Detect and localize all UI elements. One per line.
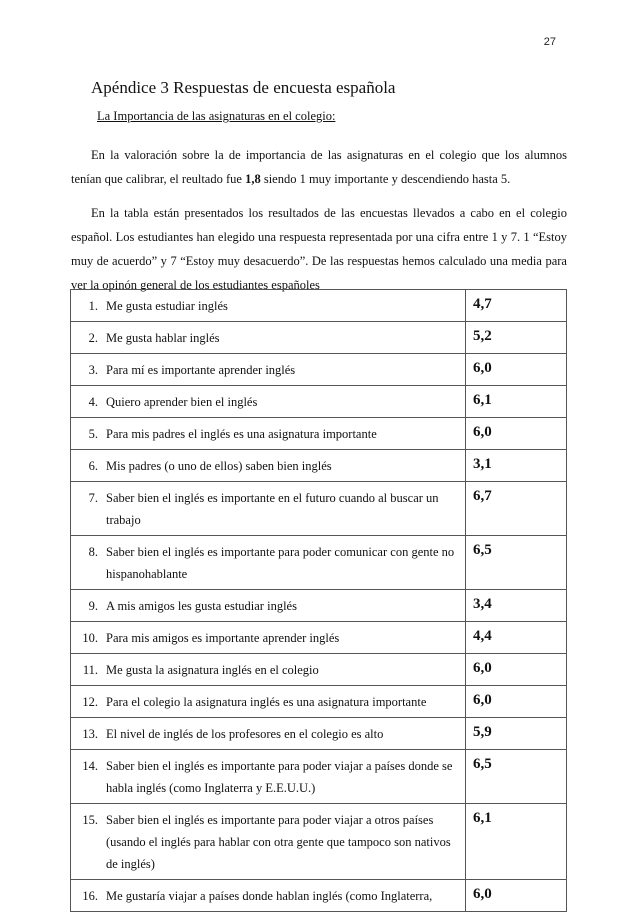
statement-text: Me gusta hablar inglés <box>106 331 220 345</box>
statement-text: Quiero aprender bien el inglés <box>106 395 258 409</box>
table-row <box>71 290 567 322</box>
statement-text: Saber bien el inglés es importante para poder comunicar con gente no hispanohablante <box>106 545 455 581</box>
statement-cell <box>71 750 466 804</box>
statement-text: El nivel de inglés de los profesores en el colegio es alto <box>106 727 384 741</box>
statement-text: A mis amigos les gusta estudiar inglés <box>106 599 297 613</box>
table-row <box>71 418 567 450</box>
statement-text: Me gusta la asignatura inglés en el colegio <box>106 663 319 677</box>
mean-value: 6,5 <box>466 536 567 590</box>
statement-text: Para el colegio la asignatura inglés es una asignatura importante <box>106 695 427 709</box>
statement-text: Saber bien el inglés es importante en el futuro cuando al buscar un trabajo <box>106 491 439 527</box>
method-paragraph: En la tabla están presentados los resultados de las encuestas llevados a cabo en el colegio español. Los estudiantes han elegido una respuesta representada por una cifra entre 1 y 7. 1 “Estoy muy de acuerdo” y 7 “Estoy muy desacuerdo”. De las respuestas hemos calculado una media para ver la opinón general de los estudiantes españoles <box>71 206 567 292</box>
intro-text-start: En la valoración sobre la de importancia de las asignaturas en el colegio que los alumnos tenían que calibrar, el reultado fue <box>71 148 567 186</box>
mean-value: 5,9 <box>466 718 567 750</box>
item-number: 14. <box>82 759 98 773</box>
item-number: 12. <box>82 695 98 709</box>
mean-value: 6,1 <box>466 386 567 418</box>
table-row <box>71 804 567 880</box>
mean-value: 6,0 <box>466 418 567 450</box>
statement-cell <box>71 354 466 386</box>
table-row <box>71 686 567 718</box>
statement-cell <box>71 880 466 912</box>
mean-value: 3,1 <box>466 450 567 482</box>
item-number: 5. <box>88 427 98 441</box>
statement-cell <box>71 804 466 880</box>
table-row <box>71 622 567 654</box>
statement-cell <box>71 686 466 718</box>
mean-value: 6,0 <box>466 654 567 686</box>
statement-cell <box>71 482 466 536</box>
statement-text: Para mis padres el inglés es una asignatura importante <box>106 427 377 441</box>
statement-text: Para mis amigos es importante aprender inglés <box>106 631 340 645</box>
statement-text: Mis padres (o uno de ellos) saben bien inglés <box>106 459 332 473</box>
table-row <box>71 386 567 418</box>
survey-results-table <box>70 289 567 912</box>
statement-cell <box>71 590 466 622</box>
table-row <box>71 654 567 686</box>
mean-value: 3,4 <box>466 590 567 622</box>
statement-cell <box>71 450 466 482</box>
statement-cell <box>71 536 466 590</box>
statement-text: Saber bien el inglés es importante para poder viajar a otros países (usando el inglés para hablar con otra gente que tampoco son nativos de inglés) <box>106 813 451 871</box>
table-row <box>71 482 567 536</box>
statement-text: Saber bien el inglés es importante para poder viajar a países donde se habla inglés (como Inglaterra y E.E.U.U.) <box>106 759 453 795</box>
mean-value: 6,0 <box>466 686 567 718</box>
item-number: 3. <box>88 363 98 377</box>
item-number: 11. <box>82 663 98 677</box>
mean-value: 4,7 <box>466 290 567 322</box>
table-row <box>71 880 567 912</box>
table-row <box>71 322 567 354</box>
item-number: 13. <box>82 727 98 741</box>
statement-cell <box>71 290 466 322</box>
item-number: 7. <box>88 491 98 505</box>
item-number: 4. <box>88 395 98 409</box>
item-number: 15. <box>82 813 98 827</box>
statement-cell <box>71 622 466 654</box>
item-number: 10. <box>82 631 98 645</box>
statement-cell <box>71 654 466 686</box>
item-number: 16. <box>82 889 98 903</box>
mean-value: 6,7 <box>466 482 567 536</box>
table-row <box>71 450 567 482</box>
item-number: 6. <box>88 459 98 473</box>
intro-text-end: siendo 1 muy importante y descendiendo hasta 5. <box>260 172 511 186</box>
table-row <box>71 354 567 386</box>
statement-text: Para mí es importante aprender inglés <box>106 363 296 377</box>
table-row <box>71 590 567 622</box>
item-number: 9. <box>88 599 98 613</box>
table-row <box>71 750 567 804</box>
statement-cell <box>71 322 466 354</box>
table-row <box>71 536 567 590</box>
mean-value: 5,2 <box>466 322 567 354</box>
statement-text: Me gusta estudiar inglés <box>106 299 228 313</box>
statement-cell <box>71 718 466 750</box>
statement-text: Me gustaría viajar a países donde hablan inglés (como Inglaterra, <box>106 889 433 903</box>
intro-paragraph <box>71 143 567 191</box>
mean-value: 6,5 <box>466 750 567 804</box>
mean-value: 6,0 <box>466 880 567 912</box>
page-number: 27 <box>543 36 556 48</box>
mean-value: 4,4 <box>466 622 567 654</box>
average-score: 1,8 <box>245 172 261 186</box>
section-subtitle: La Importancia de las asignaturas en el colegio: <box>97 109 336 123</box>
appendix-title: Apéndice 3 Respuestas de encuesta española <box>91 78 396 97</box>
mean-value: 6,1 <box>466 804 567 880</box>
statement-cell <box>71 386 466 418</box>
item-number: 2. <box>88 331 98 345</box>
item-number: 8. <box>88 545 98 559</box>
item-number: 1. <box>88 299 98 313</box>
table-row <box>71 718 567 750</box>
mean-value: 6,0 <box>466 354 567 386</box>
statement-cell <box>71 418 466 450</box>
